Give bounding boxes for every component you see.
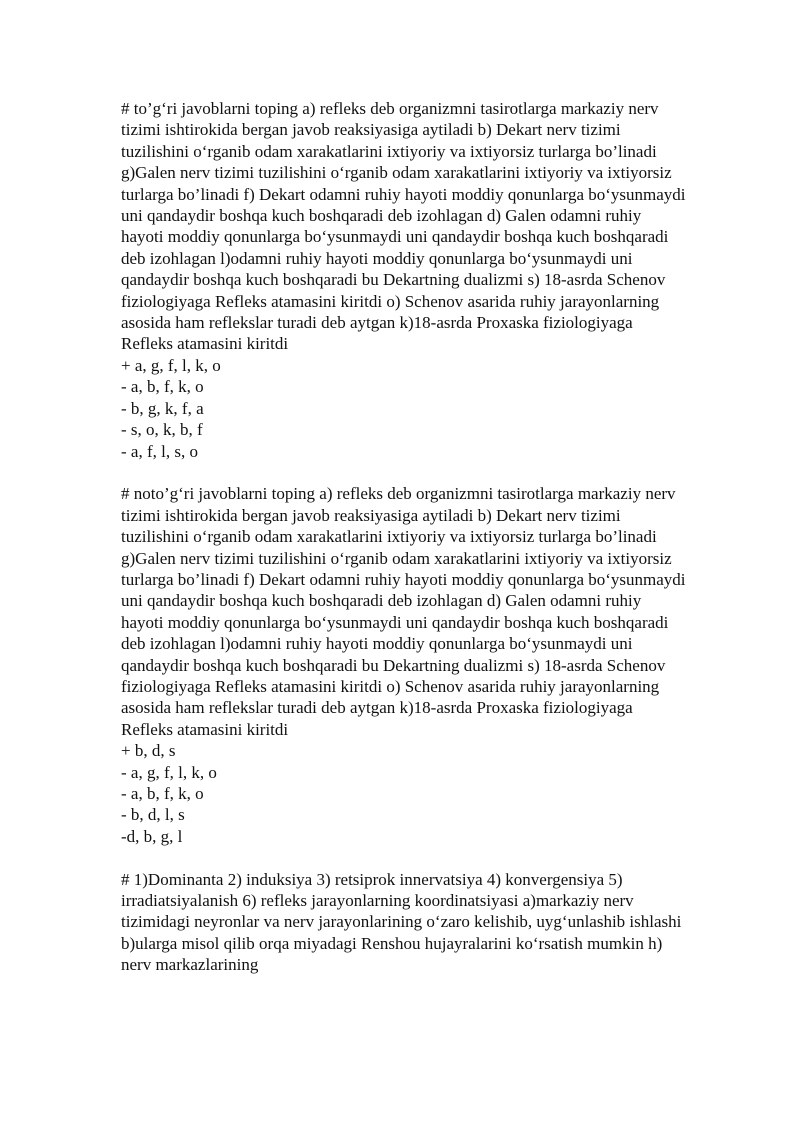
document-page — [121, 98, 686, 976]
question-text: # 1)Dominanta 2) induksiya 3) retsiprok innervatsiya 4) konvergensiya 5) irradiatsiyalanish 6) refleks jarayonlarning koordinatsiyasi a)markaziy nerv tizimidagi neyronlar va nerv jarayonlarining o‘zaro kelishib, uyg‘unlashib ishlashi b)ularga misol qilib orqa miyadagi Renshou hujayralarini ko‘rsatish mumkin h) nerv markazlarining — [121, 869, 682, 975]
question-1 — [121, 98, 686, 462]
answer-option: -d, b, g, l — [121, 826, 183, 846]
answer-option: - a, f, l, s, o — [121, 441, 198, 461]
question-text: # to’g‘ri javoblarni toping a) refleks deb organizmni tasirotlarga markaziy nerv tizimi ishtirokida bergan javob reaksiyasiga aytiladi b) Dekart nerv tizimi tuzilishini o‘rganib odam xarakatlarini ixtiyoriy va ixtiyorsiz turlarga bo’linadi g)Galen nerv tizimi tuzilishini o‘rganib odam xarakatlarini ixtiyoriy va ixtiyorsiz turlarga bo’linadi f) Dekart odamni ruhiy hayoti moddiy qonunlarga bo‘ysunmaydi uni qandaydir boshqa kuch boshqaradi deb izohlagan d) Galen odamni ruhiy hayoti moddiy qonunlarga bo‘ysunmaydi uni qandaydir boshqa kuch boshqaradi deb izohlagan l)odamni ruhiy hayoti moddiy qonunlarga bo‘ysunmaydi uni qandaydir boshqa kuch boshqaradi bu Dekartning dualizmi s) 18-asrda Schenov fiziologiyaga Refleks atamasini kiritdi o) Schenov asarida ruhiy jarayonlarning asosida ham reflekslar turadi deb aytgan k)18-asrda Proxaska fiziologiyaga Refleks atamasini kiritdi — [121, 99, 686, 354]
answer-option-correct: + a, g, f, l, k, o — [121, 355, 221, 375]
answer-option: - b, g, k, f, a — [121, 398, 204, 418]
answer-option: - a, g, f, l, k, o — [121, 762, 217, 782]
question-2 — [121, 483, 686, 847]
question-text: # noto’g‘ri javoblarni toping a) refleks deb organizmni tasirotlarga markaziy nerv tizimi ishtirokida bergan javob reaksiyasiga aytiladi b) Dekart nerv tizimi tuzilishini o‘rganib odam xarakatlarini ixtiyoriy va ixtiyorsiz turlarga bo’linadi g)Galen nerv tizimi tuzilishini o‘rganib odam xarakatlarini ixtiyoriy va ixtiyorsiz turlarga bo’linadi f) Dekart odamni ruhiy hayoti moddiy qonunlarga bo‘ysunmaydi uni qandaydir boshqa kuch boshqaradi deb izohlagan d) Galen odamni ruhiy hayoti moddiy qonunlarga bo‘ysunmaydi uni qandaydir boshqa kuch boshqaradi deb izohlagan l)odamni ruhiy hayoti moddiy qonunlarga bo‘ysunmaydi uni qandaydir boshqa kuch boshqaradi bu Dekartning dualizmi s) 18-asrda Schenov fiziologiyaga Refleks atamasini kiritdi o) Schenov asarida ruhiy jarayonlarning asosida ham reflekslar turadi deb aytgan k)18-asrda Proxaska fiziologiyaga Refleks atamasini kiritdi — [121, 484, 686, 739]
question-3 — [121, 869, 686, 976]
answer-option: - a, b, f, k, o — [121, 783, 204, 803]
answer-option-correct: + b, d, s — [121, 741, 176, 761]
answer-option: - s, o, k, b, f — [121, 420, 203, 440]
answer-option: - b, d, l, s — [121, 805, 185, 825]
answer-option: - a, b, f, k, o — [121, 377, 204, 397]
